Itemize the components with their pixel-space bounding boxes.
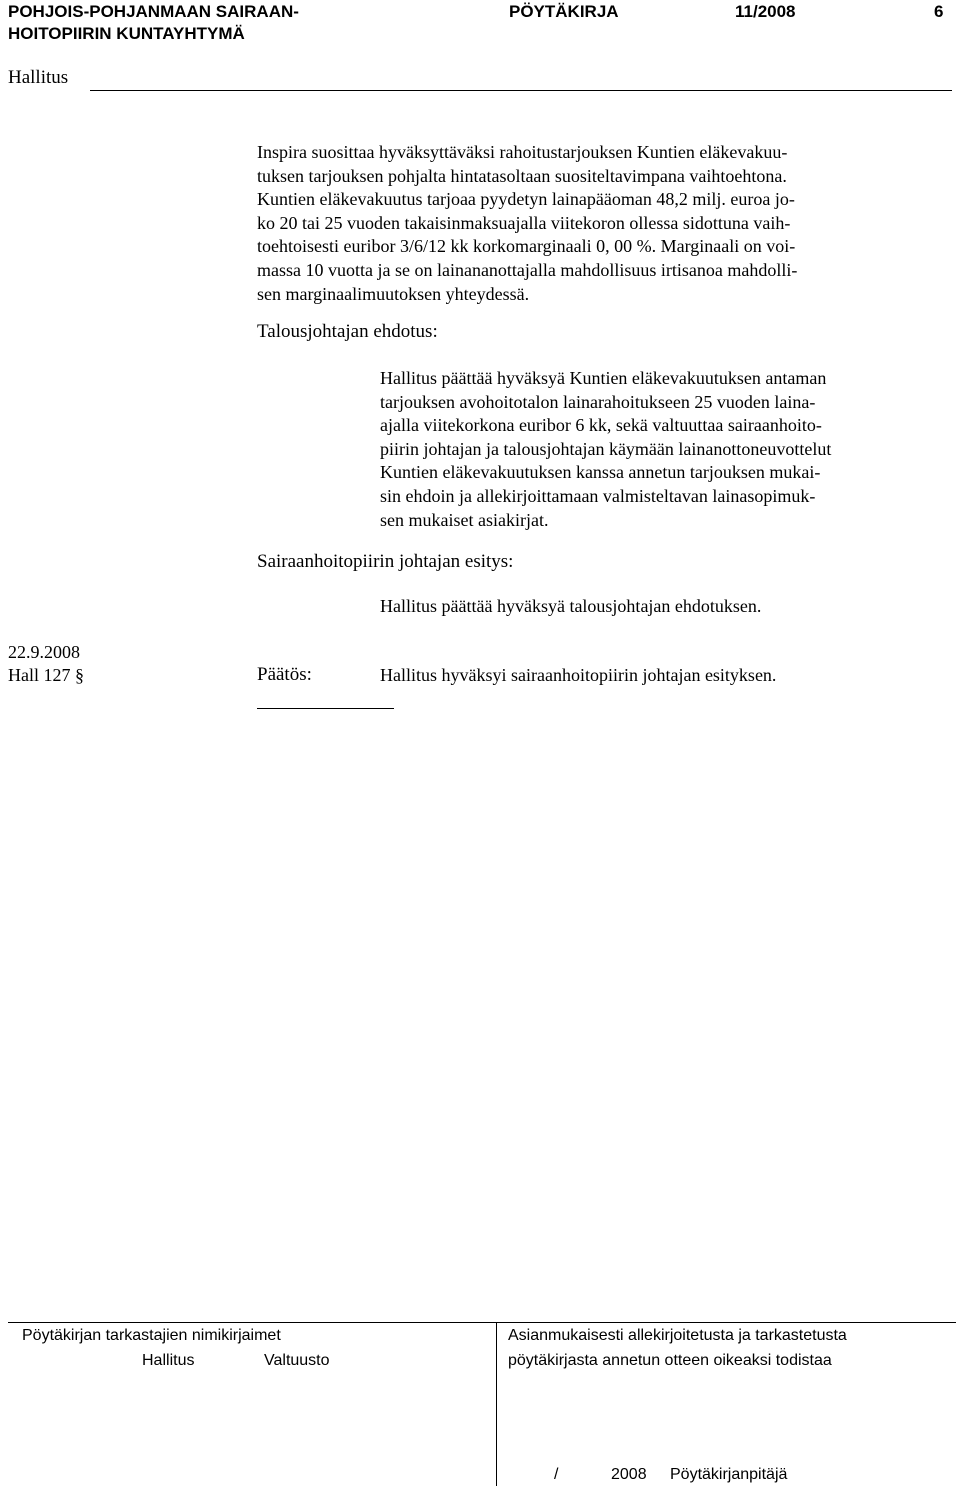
header-rule: [90, 90, 952, 91]
proposal-line: Hallitus päättää hyväksyä Kuntien eläkevakuutuksen antaman: [380, 368, 827, 388]
proposal-line: ajalla viitekorkona euribor 6 kk, sekä valtuuttaa sairaanhoito-: [380, 415, 822, 436]
section-number: Hall 127: [8, 665, 71, 685]
intro-line: toehtoisesti euribor 3/6/12 kk korkomarginaali 0, 00 %. Marginaali on voi-: [257, 236, 796, 257]
footer-year: 2008: [611, 1466, 647, 1483]
decision-label: Päätös:: [257, 664, 312, 685]
doc-type: PÖYTÄKIRJA: [509, 2, 619, 21]
intro-paragraph: [257, 141, 797, 306]
footer-certification-line1: Asianmukaisesti allekirjoitetusta ja tarkastetusta: [508, 1327, 847, 1344]
footer-rule: [8, 1322, 956, 1323]
section-ref: [8, 664, 84, 688]
director-label: Sairaanhoitopiirin johtajan esitys:: [257, 551, 514, 572]
decision-underline: [257, 708, 394, 709]
footer-inspectors-title: Pöytäkirjan tarkastajien nimikirjaimet: [22, 1327, 281, 1344]
intro-line: ko 20 tai 25 vuoden takaisinmaksuajalla viitekoron ollessa sidottuna vaih-: [257, 212, 791, 233]
footer-divider: [496, 1322, 497, 1486]
footer-council-initials: Valtuusto: [264, 1352, 330, 1369]
intro-line: sen marginaalimuutoksen yhteydessä.: [257, 283, 530, 304]
footer-board-initials: Hallitus: [142, 1352, 195, 1369]
footer-certification-line2: pöytäkirjasta annetun otteen oikeaksi todistaa: [508, 1352, 832, 1369]
proposal-paragraph: [380, 367, 831, 532]
proposal-line: piirin johtajan ja talousjohtajan käymään lainanottoneuvottelut: [380, 438, 832, 459]
proposal-line: sin ehdoin ja allekirjoittamaan valmisteltavan lainasopimuk-: [380, 485, 816, 506]
meeting-date: 22.9.2008: [8, 642, 80, 662]
page-number: 6: [934, 2, 944, 21]
proposal-line: tarjouksen avohoitotalon lainarahoitukseen 25 vuoden laina-: [380, 391, 816, 412]
body-name: Hallitus: [8, 67, 69, 88]
org-name-line1: POHJOIS-POHJANMAAN SAIRAAN-: [8, 2, 299, 21]
section-sign: §: [75, 665, 84, 685]
footer-signer: Pöytäkirjanpitäjä: [670, 1466, 788, 1483]
decision-text: Hallitus hyväksyi sairaanhoitopiirin johtajan esityksen.: [380, 665, 777, 685]
intro-line: tuksen tarjouksen pohjalta hintatasoltaan suositeltavimpana vaihtoehtona.: [257, 165, 787, 186]
director-text: Hallitus päättää hyväksyä talousjohtajan ehdotuksen.: [380, 596, 762, 616]
intro-line: Kuntien eläkevakuutus tarjoaa pyydetyn lainapääoman 48,2 milj. euroa jo-: [257, 189, 795, 210]
footer-date-slash: /: [554, 1466, 559, 1483]
intro-line: massa 10 vuotta ja se on lainananottajalla mahdollisuus irtisanoa mahdolli-: [257, 259, 798, 280]
org-name-line2: HOITOPIIRIN KUNTAYHTYMÄ: [8, 24, 245, 43]
intro-line: Inspira suosittaa hyväksyttäväksi rahoitustarjouksen Kuntien eläkevakuu-: [257, 142, 788, 162]
doc-number: 11/2008: [735, 2, 796, 21]
proposal-line: sen mukaiset asiakirjat.: [380, 509, 549, 530]
proposal-label: Talousjohtajan ehdotus:: [257, 321, 438, 342]
proposal-line: Kuntien eläkevakuutuksen kanssa annetun tarjouksen mukai-: [380, 462, 821, 483]
